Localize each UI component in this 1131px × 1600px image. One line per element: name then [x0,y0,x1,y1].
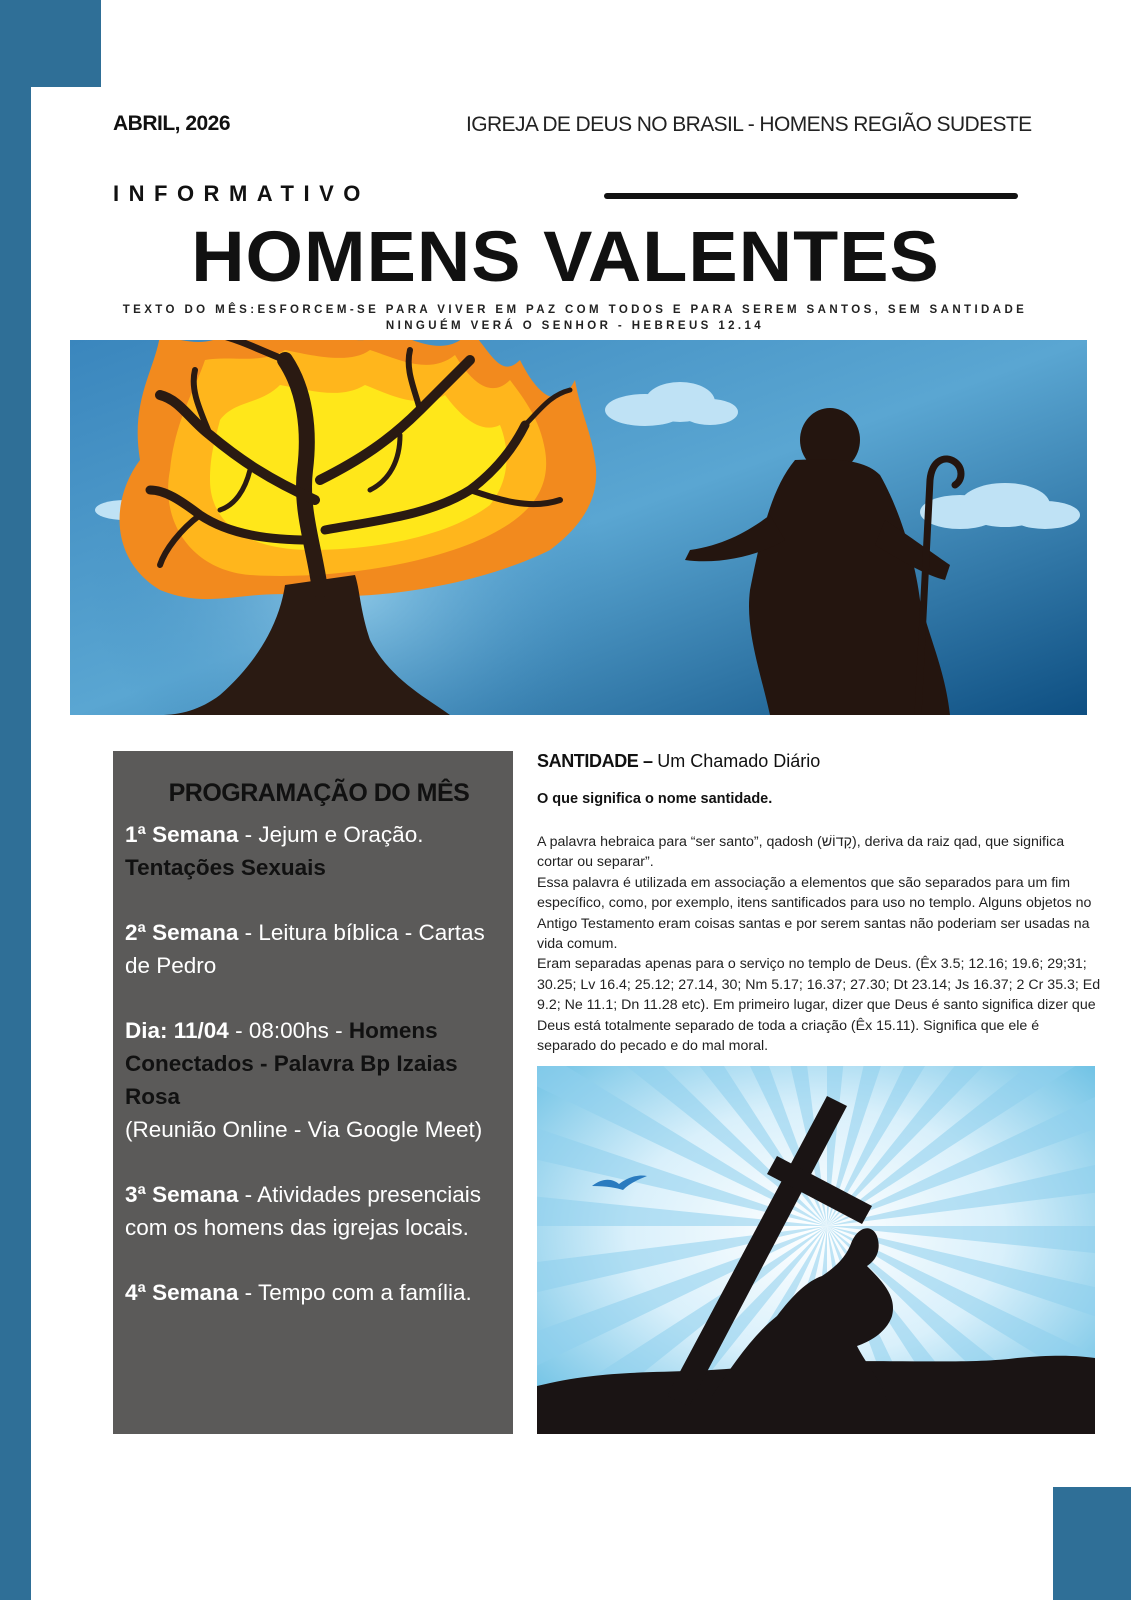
kicker-divider [604,193,1018,199]
program-week-1 [125,818,501,884]
article-title-rest: Um Chamado Diário [657,751,821,771]
week-4-label: 4ª Semana [125,1280,239,1305]
week-3-label: 3ª Semana [125,1182,239,1207]
program-title: PROGRAMAÇÃO DO MÊS [168,779,470,807]
week-1-label: 1ª Semana [125,822,239,847]
event-time: - 08:00hs - [228,1018,349,1043]
event-title: Homens Conectados - Palavra Bp Izaias Rosa [125,1018,458,1109]
cross-bearer-illustration [537,1066,1095,1434]
program-week-4 [125,1276,501,1309]
program-week-2 [125,916,501,982]
week-1-text: - Jejum e Oração. [238,822,424,847]
newsletter-kicker: INFORMATIVO [113,181,370,206]
burning-bush-illustration [70,340,1087,715]
week-1-theme: Tentações Sexuais [125,855,326,880]
monthly-program-panel [113,751,513,1434]
week-4-text: - Tempo com a família. [238,1280,472,1305]
article-paragraph-1: A palavra hebraica para “ser santo”, qadosh (קָדוֹשׁ), deriva da raiz qad, que significa cortar ou separar”. [537,834,1065,871]
newsletter-title: HOMENS VALENTES [191,218,940,297]
decorative-top-left-block [0,0,101,87]
verse-line-2: NINGUÉM VERÁ O SENHOR - HEBREUS 12.14 [385,320,765,332]
program-event [125,1014,501,1146]
week-2-label: 2ª Semana [125,920,239,945]
verse-line-1: TEXTO DO MÊS:ESFORCEM-SE PARA VIVER EM PAZ COM TODOS E PARA SEREM SANTOS, SEM SANTIDADE [122,304,1028,316]
event-note: (Reunião Online - Via Google Meet) [125,1117,483,1142]
event-date-label: Dia: 11/04 [125,1018,229,1043]
article-body [537,832,1102,1056]
week-2-text: - Leitura bíblica - Cartas de Pedro [125,920,485,978]
article-title [537,751,820,772]
program-week-3 [125,1178,501,1244]
article-subtitle: O que significa o nome santidade. [537,791,773,807]
week-3-text: - Atividades presenciais com os homens das igrejas locais. [125,1182,482,1240]
organization-name: IGREJA DE DEUS NO BRASIL - HOMENS REGIÃO SUDESTE [466,113,1032,136]
decorative-bottom-right-block [1053,1487,1131,1600]
article-paragraph-2: Essa palavra é utilizada em associação a elementos que são separados para um fim específico, como, por exemplo, itens santificados para uso no templo. Alguns objetos no Antigo Testamento eram coisas santas e por serem santas não poderiam ser usadas na vida comum. [537,874,1092,953]
article-title-bold: SANTIDADE – [537,751,658,771]
article-paragraph-3: Eram separadas apenas para o serviço no templo de Deus. (Êx 3.5; 12.16; 19.6; 29;31; 30.25; Lv 16.4; 25.12; 27.14, 30; Nm 5.17; 16.37; 27.30; Dt 23.14; Js 16.37; 2 Cr 35.3; Ed 9.2; Ne 11.1; Dn 11.28 etc). Em primeiro lugar, dizer que Deus é santo significa dizer que Deus está totalmente separado de toda a criação (Êx 15.11). Significa que ele é separado do pecado e do mal moral. [537,956,1101,1055]
verse-of-month [55,302,1095,334]
issue-date: ABRIL, 2026 [113,112,231,135]
